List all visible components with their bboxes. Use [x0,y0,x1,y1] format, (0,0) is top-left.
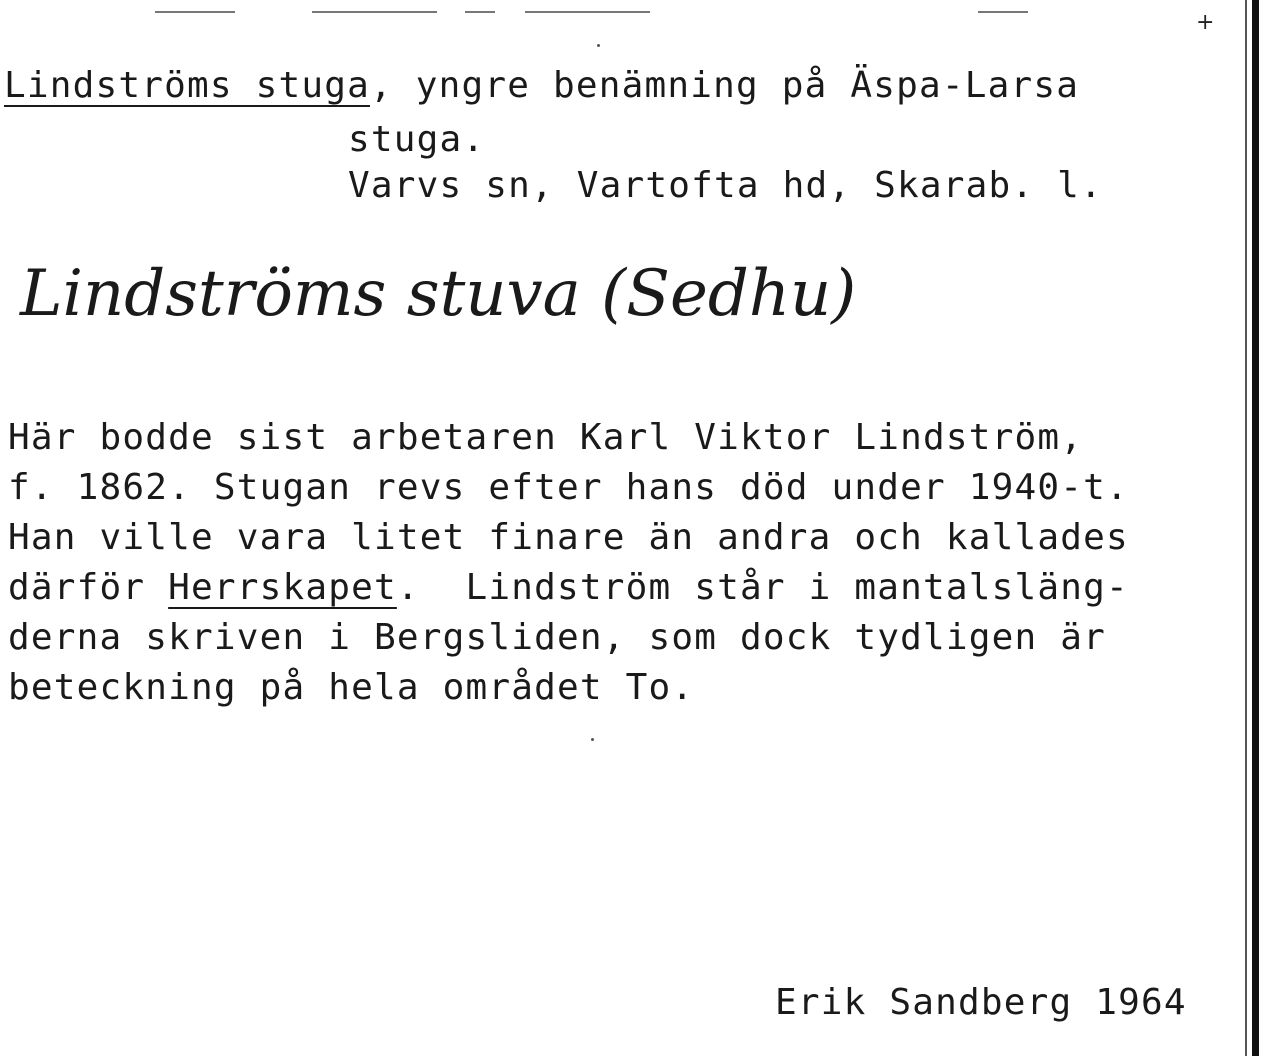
body-line-5: derna skriven i Bergsliden, som dock tydligen är [8,617,1106,658]
location-line: Varvs sn, Vartofta hd, Skarab. l. [348,165,1103,206]
body-line-2: f. 1862. Stugan revs efter hans död under 1940-t. [8,467,1129,508]
heading-continuation: stuga. [348,119,486,160]
heading-term: Lindströms stuga [4,65,370,106]
handwritten-note-text: Lindströms stuva (Sedhu) [20,257,857,331]
plus-mark-icon: + [1196,10,1215,35]
card-edge-thin [1245,0,1247,1056]
herrskapet-term: Herrskapet [168,567,397,608]
card-edge [1252,0,1259,1056]
scan-artifact-top [0,0,1271,20]
body-line-4-post: . Lindström står i mantalsläng- [396,567,1129,608]
heading-line [4,65,1080,106]
body-line-1: Här bodde sist arbetaren Karl Viktor Lindström, [8,417,1084,458]
body-line-3: Han ville vara litet finare än andra och kallades [8,517,1129,558]
speck [591,738,594,741]
body-line-6: beteckning på hela området To. [8,667,695,708]
body-line-4-pre: därför [8,567,169,608]
handwritten-note [0,240,980,360]
heading-rest: , yngre benämning på Äspa-Larsa [369,65,1080,106]
speck [597,44,600,47]
body-line-4 [8,567,1129,608]
signature: Erik Sandberg 1964 [775,982,1187,1023]
